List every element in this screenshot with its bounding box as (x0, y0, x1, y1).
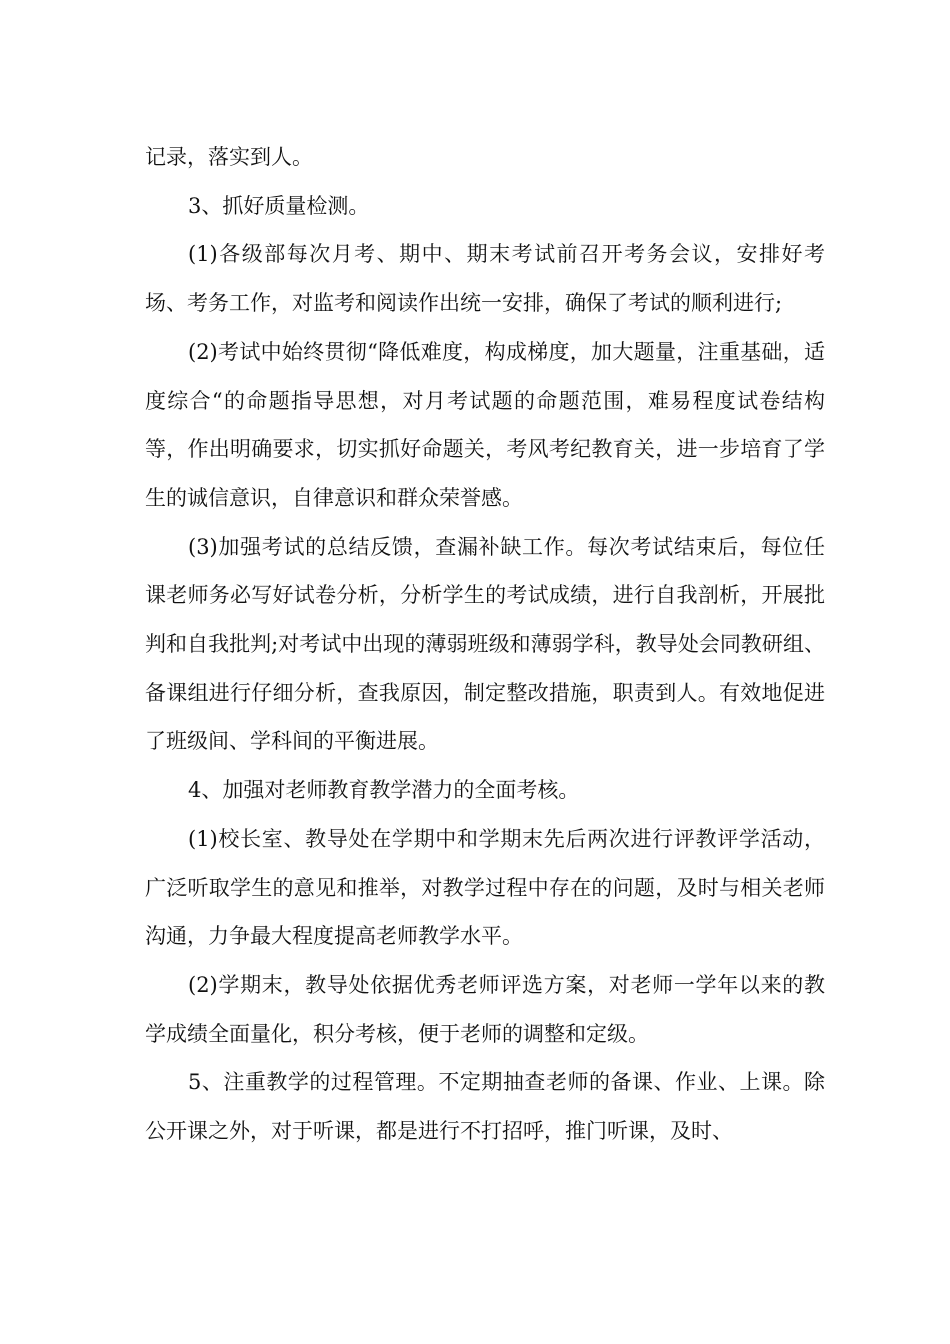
paragraph-9: 5、注重教学的过程管理。不定期抽查老师的备课、作业、上课。除公开课之外，对于听课，都是进行不打招呼，推门听课，及时、 (145, 1070, 825, 1144)
paragraph-1: 记录，落实到人。 (145, 145, 313, 169)
paragraph-6: 4、加强对老师教育教学潜力的全面考核。 (188, 778, 580, 803)
document-page (145, 133, 825, 1156)
paragraph-5: (3)加强考试的总结反馈，查漏补缺工作。每次考试结束后，每位任课老师务必写好试卷分析，分析学生的考试成绩，进行自我剖析，开展批判和自我批判;对考试中出现的薄弱班级和薄弱学科，教导处会同教研组、备课组进行仔细分析，查我原因，制定整改措施，职责到人。有效地促进了班级间、学科间的平衡进展。 (145, 534, 825, 754)
paragraph-8: (2)学期末，教导处依据优秀老师评选方案，对老师一学年以来的教学成绩全面量化，积分考核，便于老师的调整和定级。 (145, 972, 825, 1046)
paragraph-7: (1)校长室、教导处在学期中和学期末先后两次进行评教评学活动，广泛听取学生的意见和推举，对教学过程中存在的问题，及时与相关老师沟通，力争最大程度提高老师教学水平。 (145, 826, 825, 949)
paragraph-4: (2)考试中始终贯彻“降低难度，构成梯度，加大题量，注重基础，适度综合“的命题指导思想，对月考试题的命题范围，难易程度试卷结构等，作出明确要求，切实抓好命题关，考风考纪教育关，进一步培育了学生的诚信意识，自律意识和群众荣誉感。 (145, 339, 825, 510)
paragraph-2: 3、抓好质量检测。 (188, 193, 370, 218)
paragraph-3: (1)各级部每次月考、期中、期末考试前召开考务会议，安排好考场、考务工作，对监考和阅读作出统一安排，确保了考试的顺利进行; (145, 242, 825, 316)
